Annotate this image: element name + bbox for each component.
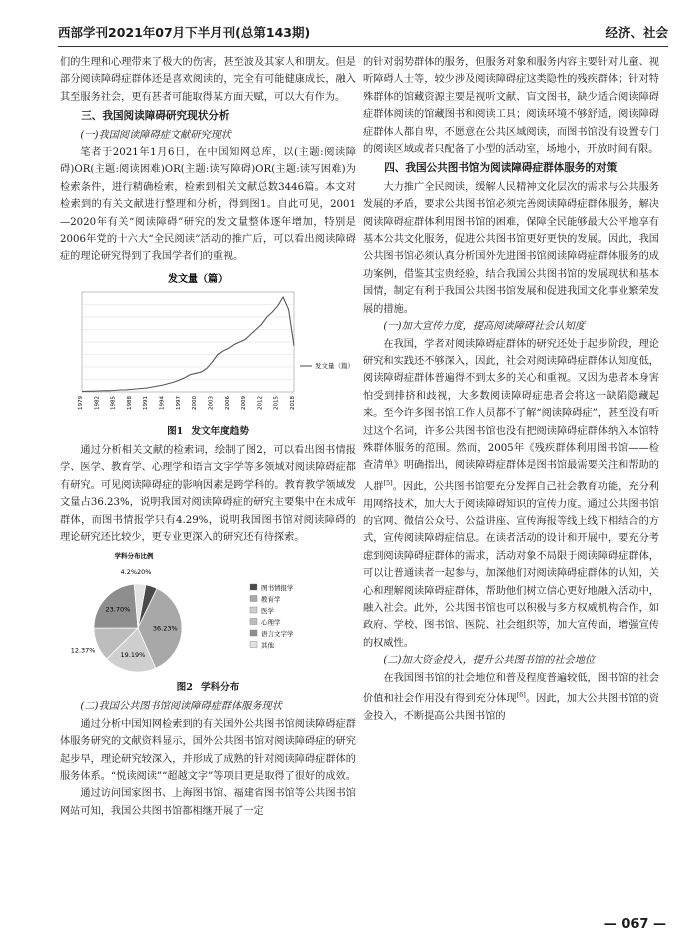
caption-number: 图2 bbox=[176, 682, 193, 694]
paragraph bbox=[363, 336, 659, 653]
x-tick-label: 2012 bbox=[257, 395, 264, 410]
x-tick-label: 2006 bbox=[224, 395, 231, 410]
text-run: 。因此，加大公共图书馆的资金投入，不断提高公共图书馆的 bbox=[363, 693, 660, 722]
line-chart bbox=[60, 268, 356, 424]
figure-2 bbox=[60, 548, 356, 696]
citation: [5] bbox=[383, 478, 393, 487]
x-tick-label: 2003 bbox=[208, 395, 215, 410]
paragraph: 通过访问国家图书、上海图书馆、福建省图书馆等公共图书馆网站可知，我国公共图书馆都相继开展了一定 bbox=[60, 788, 356, 817]
caption-text: 发文年度趋势 bbox=[191, 425, 249, 437]
subsection-heading: (二)我国公共图书馆阅读障碍症群体服务现状 bbox=[80, 701, 282, 713]
slice-label: 19.19% bbox=[120, 651, 146, 660]
text-run: 。因此，公共图书馆要充分发挥自己社会教育功能，充分利用网络技术，加大大于阅读障碍知识的宣传力度。通过公共图书馆的官网、微信公众号、公益讲座、宣传海报等线上线下相结合的方式，宣传阅读障碍症信息。在读者活动的设计和开展中，要充分考虑到阅读障碍症群体的需求，活动对象不局限于阅读障碍症群体，可以让普通读者一起参与，加深他们对阅读障碍症群体的认知，关心和理解阅读障碍症群体，帮助他们树立信心更好地融入活动中，融入社会。此外，公共图书馆也可以积极与多方权威机构合作，如政府、学校、图书馆、医院、社会组织等，加大宣传面，增强宣传的权威性。 bbox=[363, 481, 659, 649]
x-tick-label: 2015 bbox=[273, 395, 280, 410]
text-run: 在我国，学者对阅读障碍症群体的研究还处于起步阶段，理论研究和实践还不够深入，因此，社会对阅读障碍症群体认知度低，阅读障碍症群体普遍得不到太多的关心和重视。又因为患者本身害怕受到排挤和歧视，大多数阅读障碍症患者会将这一缺陷隐藏起来。至今许多图书馆工作人员都不了解“阅读障碍症”，甚至没有听过这个名词，许多公共图书馆也没有把阅读障碍症群体纳入本馆特殊群体服务的范围。然而，2005年《残疾群体利用图书馆——检查清单》明确指出，阅读障碍症群体是图书馆最需要关注和帮助的人群 bbox=[363, 338, 659, 493]
subsection-heading: (二)加大资金投入，提升公共图书馆的社会地位 bbox=[383, 655, 596, 667]
x-tick-label: 2018 bbox=[290, 395, 296, 410]
section-heading: 三、我国阅读障碍研究现状分析 bbox=[81, 110, 230, 123]
section-heading: 四、我国公共图书馆为阅读障碍症群体服务的对策 bbox=[384, 162, 618, 175]
paragraph: 们的生理和心理带来了极大的伤害，甚至波及其家人和朋友。但是部分阅读障碍症群体还是喜欢阅读的，完全有可能健康成长，融入其至服务社会，更有甚者可能取得某方面天赋，可以大有作为。 bbox=[60, 57, 356, 103]
legend-swatch bbox=[250, 584, 257, 590]
caption-number: 图1 bbox=[167, 425, 184, 437]
right-column bbox=[363, 54, 659, 725]
chart-title: 学科分布比例 bbox=[114, 552, 154, 561]
slice-label: 23.70% bbox=[105, 605, 131, 614]
caption-text: 学科分布 bbox=[200, 682, 240, 694]
text-run: 在我国图书馆的社会地位和普及程度普遍较低，图书馆的社会价值和社会作用没有得到充分体现 bbox=[363, 672, 659, 705]
subsection-heading: (一)我国阅读障碍症文献研究现状 bbox=[80, 129, 231, 141]
paragraph: 的针对弱势群体的服务，但服务对象和服务内容主要针对儿童、视听障碍人士等，较少涉及阅读障碍症这类隐性的残疾群体；针对特殊群体的馆藏资源主要是视听文献、盲文图书，缺少适合阅读障碍症群体阅读的馆藏图书和阅读工具；阅读环境不够舒适，阅读障碍症群体人都自卑，不愿意在公共区域阅读，而图书馆没有设置专门的阅读区域或者只配备了小型的活动室，场地小，开放时间有限。 bbox=[363, 57, 659, 156]
legend-swatch bbox=[250, 607, 257, 613]
x-tick-label: 1997 bbox=[175, 395, 182, 410]
legend-label: 教育学 bbox=[261, 595, 281, 604]
paragraph: 通过分析中国知网检索到的有关国外公共图书馆阅读障碍症群体服务研究的文献资料显示，国外公共图书馆对阅读障碍症的研究起步早，理论研究较深入，并形成了成熟的针对阅读障碍症群体的服务体系。“悦读阅读”“超越文字”等项目更是取得了很好的成效。 bbox=[60, 718, 356, 782]
paragraph bbox=[363, 670, 659, 726]
x-tick-label: 2000 bbox=[192, 395, 199, 410]
x-tick-label: 1985 bbox=[110, 395, 117, 410]
slice-label: 36.23% bbox=[152, 624, 178, 633]
legend-label: 心理学 bbox=[261, 618, 281, 627]
slice-label: 4.2%20% bbox=[120, 568, 152, 577]
page-header bbox=[58, 20, 668, 47]
figure-caption bbox=[60, 680, 356, 695]
legend-label: 发文量（篇） bbox=[315, 361, 354, 370]
page-number: — 067 — bbox=[603, 917, 666, 932]
legend-label: 图书情报学 bbox=[261, 584, 294, 593]
paragraph: 通过分析相关文献的检索词，绘制了图2，可以看出图书情报学、医学、教育学、心理学和语言文字学等多领域对阅读障碍症都有研究。可见阅读障碍症的影响因素是跨学科的。教育教学领域发文量占36.23%，说明我国对阅读障碍症的研究主要集中在未成年群体，而图书情报学只有4.29%，说明我国图书馆对阅读障碍的理论研究还比较少，更专业更深入的研究还有待探索。 bbox=[60, 444, 356, 543]
legend-swatch bbox=[250, 619, 257, 625]
figure-caption bbox=[60, 424, 356, 439]
section-title: 经济、社会 bbox=[605, 25, 668, 40]
figure-1 bbox=[60, 268, 356, 440]
x-tick-label: 1994 bbox=[159, 395, 166, 410]
paragraph: 笔者于2021年1月6日，在中国知网总库，以(主题:阅读障碍)OR(主题:阅读困难)OR(主题:读写障碍)OR(主题:读写困难)为检索条件，进行精确检索，检索到相关文献总数3446篇。本文对检索到的有关文献进行整理和分析，得到图1。自此可见，2001—2020年有关“阅读障碍”研究的发文量整体逐年增加，特别是2006年党的十六大“全民阅读”活动的推广后，可以看出阅读障碍症的理论研究得到了我国学者们的重视。 bbox=[60, 147, 356, 263]
x-tick-label: 1991 bbox=[143, 395, 150, 410]
chart-title: 发文量（篇） bbox=[168, 273, 228, 285]
slice-label: 12.37% bbox=[70, 647, 96, 656]
legend-label: 医学 bbox=[261, 607, 274, 616]
pie-chart bbox=[60, 548, 356, 680]
legend-swatch bbox=[250, 630, 257, 636]
legend-swatch bbox=[250, 642, 257, 648]
x-tick-label: 1979 bbox=[78, 395, 84, 410]
legend-swatch bbox=[250, 596, 257, 602]
x-tick-label: 1982 bbox=[94, 395, 101, 410]
x-tick-label: 1988 bbox=[126, 395, 133, 410]
legend-label: 其他 bbox=[261, 641, 274, 650]
x-tick-label: 2009 bbox=[241, 395, 248, 410]
journal-title: 西部学刊2021年07月下半月刊(总第143期) bbox=[58, 25, 311, 40]
left-column bbox=[60, 54, 356, 820]
subsection-heading: (一)加大宣传力度，提高阅读障碍社会认知度 bbox=[383, 321, 585, 333]
legend-label: 语言文字学 bbox=[261, 630, 294, 639]
citation: [6] bbox=[516, 691, 526, 700]
paragraph: 大力推广全民阅读，缓解人民精神文化层次的需求与公共服务发展的矛盾，要求公共图书馆必须完善阅读障碍症群体服务，解决阅读障碍症群体利用图书馆的困难，保障全民能够最大公平地享有基本公共文化服务，促进公共图书馆更好更快的发展。因此，我国公共图书馆必须认真分析国外先进图书馆阅读障碍症群体服务的成功案例，借鉴其宝贵经验，结合我国公共图书馆的发展现状和基本国情，制定有利于我国公共图书馆发展和促进我国文化事业繁荣发展的措施。 bbox=[363, 181, 659, 315]
